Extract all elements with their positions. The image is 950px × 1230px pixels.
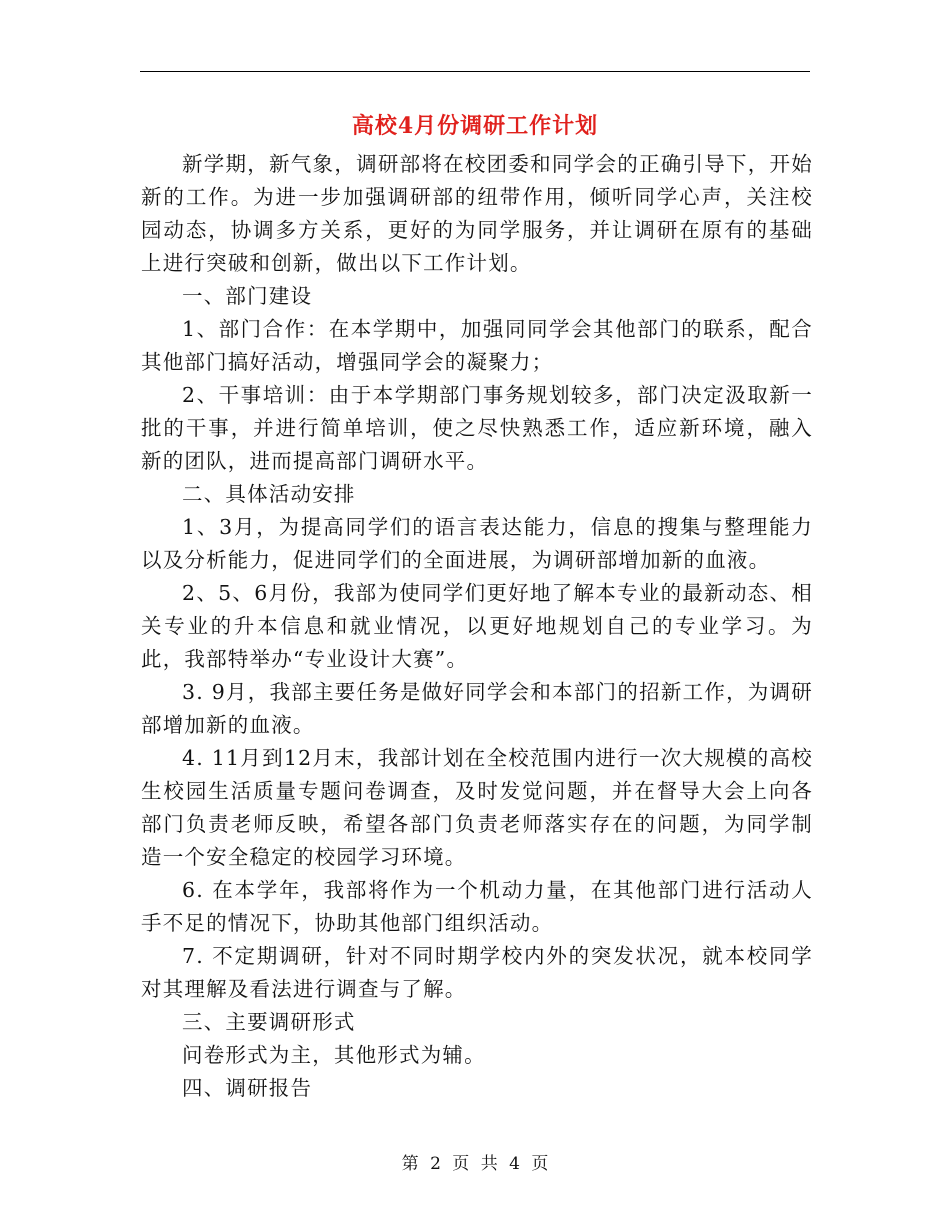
paragraph-item: 1、3月，为提高同学们的语言表达能力，信息的搜集与整理能力以及分析能力，促进同学们的全面进展，为调研部增加新的血液。 (141, 515, 813, 572)
paragraph-intro: 新学期，新气象，调研部将在校团委和同学会的正确引导下，开始新的工作。为进一步加强调研部的纽带作用，倾听同学心声，关注校园动态，协调多方关系，更好的为同学服务，并让调研在原有的基础上进行突破和创新，做出以下工作计划。 (141, 152, 813, 275)
header-rule (140, 71, 810, 72)
document-body (141, 148, 813, 1105)
section-heading-4: 四、调研报告 (182, 1076, 313, 1100)
page-footer: 第 2 页 共 4 页 (401, 1154, 549, 1174)
section-heading-3: 三、主要调研形式 (182, 1010, 356, 1034)
section-heading-1: 一、部门建设 (182, 284, 313, 308)
paragraph-item: 3. 9月，我部主要任务是做好同学会和本部门的招新工作，为调研部增加新的血液。 (141, 680, 813, 737)
paragraph-item: 4. 11月到12月末，我部计划在全校范围内进行一次大规模的高校生校园生活质量专题问卷调查，及时发觉问题，并在督导大会上向各部门负责老师反映，希望各部门负责老师落实存在的问题，为同学制造一个安全稳定的校园学习环境。 (141, 746, 813, 869)
paragraph-item: 问卷形式为主，其他形式为辅。 (182, 1043, 486, 1067)
paragraph-item: 7. 不定期调研，针对不同时期学校内外的突发状况，就本校同学对其理解及看法进行调查与了解。 (141, 944, 813, 1001)
paragraph-item: 2、5、6月份，我部为使同学们更好地了解本专业的最新动态、相关专业的升本信息和就业情况，以更好地规划自己的专业学习。为此，我部特举办“专业设计大赛”。 (141, 581, 813, 671)
paragraph-item: 1、部门合作：在本学期中，加强同同学会其他部门的联系，配合其他部门搞好活动，增强同学会的凝聚力； (141, 317, 813, 374)
section-heading-2: 二、具体活动安排 (182, 482, 356, 506)
paragraph-item: 2、干事培训：由于本学期部门事务规划较多，部门决定汲取新一批的干事，并进行简单培训，使之尽快熟悉工作，适应新环境，融入新的团队，进而提高部门调研水平。 (141, 383, 813, 473)
paragraph-item: 6. 在本学年，我部将作为一个机动力量，在其他部门进行活动人手不足的情况下，协助其他部门组织活动。 (141, 878, 813, 935)
document-title: 高校4月份调研工作计划 (351, 113, 599, 139)
